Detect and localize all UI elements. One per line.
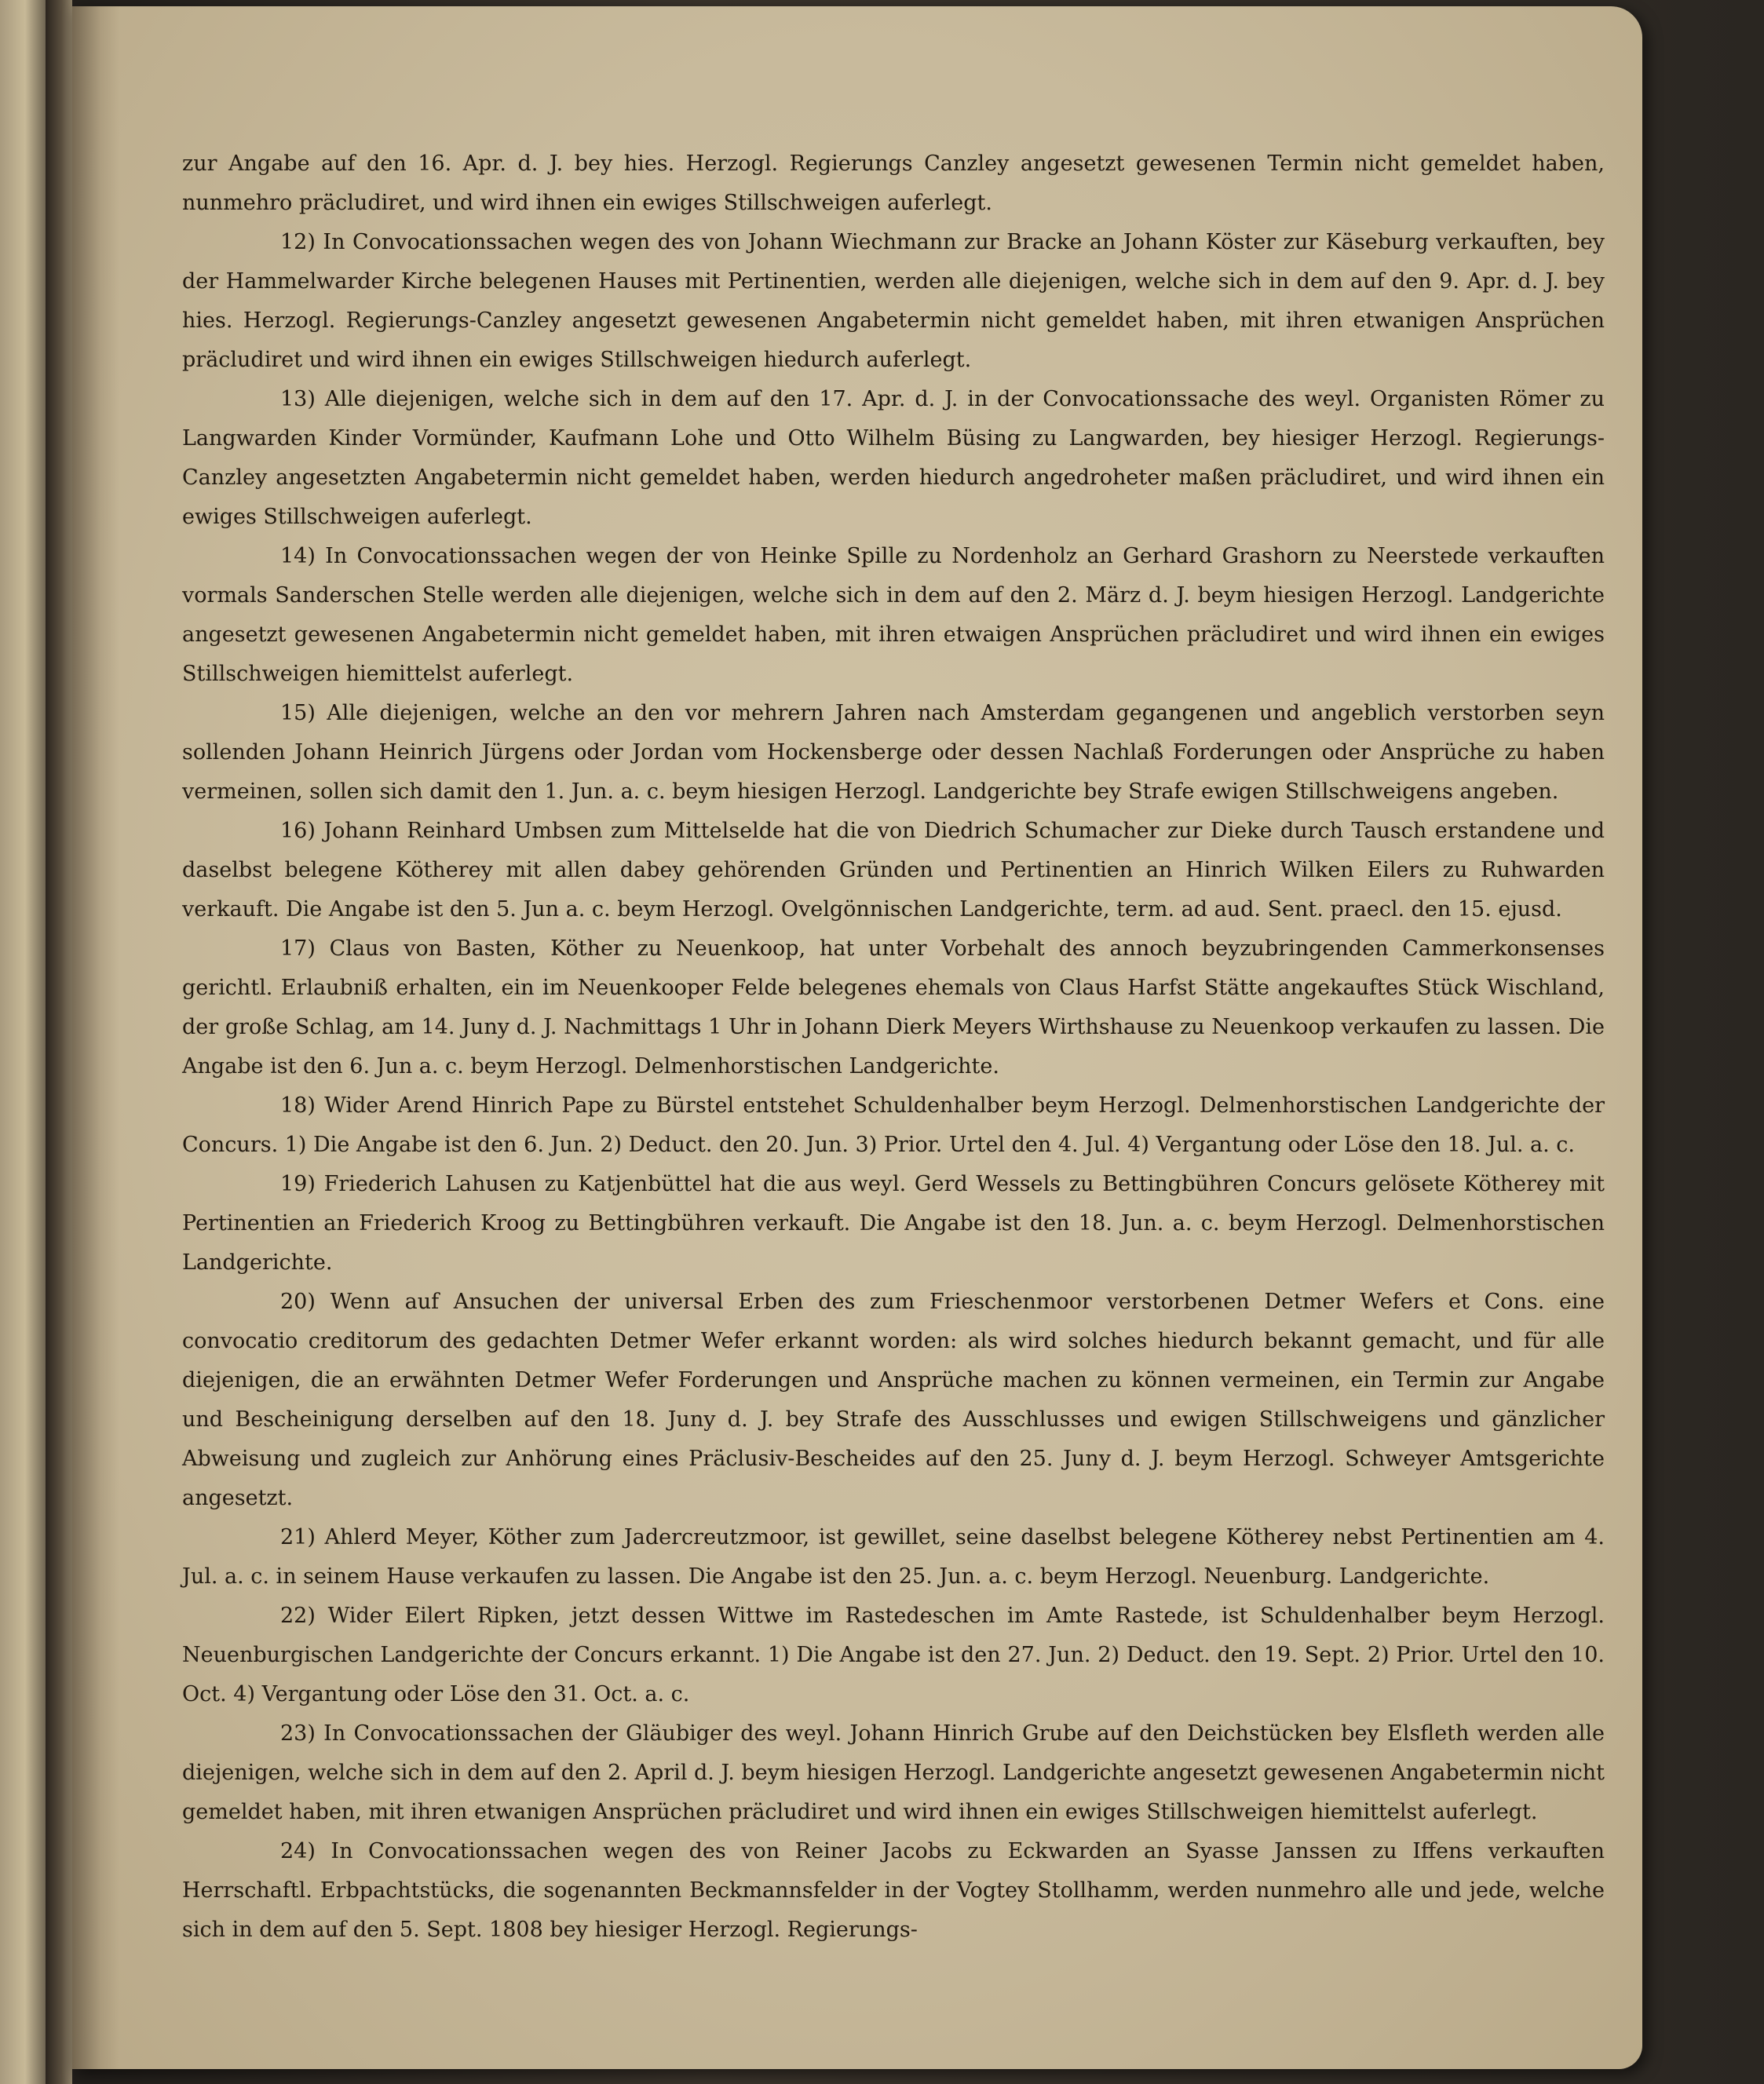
book-spine: [46, 0, 72, 2084]
notice-paragraph: 17) Claus von Basten, Köther zu Neuenkoop, hat unter Vorbehalt des annoch beyzubringenden Cammerkonsenses gerichtl. Erlaubniß erhalten, ein im Neuenkooper Felde belegenes ehemals von Claus Harfst Stätte angekauftes Stück Wischland, der große Schlag, am 14. Juny d. J. Nachmittags 1 Uhr in Johann Dierk Meyers Wirthshause zu Neuenkoop verkaufen zu lassen. Die Angabe ist den 6. Jun a. c. beym Herzogl. Delmenhorstischen Landgerichte.: [182, 936, 1605, 1078]
notice-paragraph: 24) In Convocationssachen wegen des von Reiner Jacobs zu Eckwarden an Syasse Janssen zu Iffens verkauften Herrschaftl. Erbpachtstücks, die sogenannten Beckmannsfelder in der Vogtey Stollhamm, werden nunmehro alle und jede, welche sich in dem auf den 5. Sept. 1808 bey hiesiger Herzogl. Regierungs-: [182, 1839, 1605, 1942]
notice-paragraph: 14) In Convocationssachen wegen der von Heinke Spille zu Nordenholz an Gerhard Grashorn zu Neerstede verkauften vormals Sanderschen Stelle werden alle diejenigen, welche sich in dem auf den 2. März d. J. beym hiesigen Herzogl. Landgerichte angesetzt gewesenen Angabetermin nicht gemeldet haben, mit ihren etwaigen Ansprüchen präcludiret und wird ihnen ein ewiges Stillschweigen hiemittelst auferlegt.: [182, 544, 1605, 686]
previous-page-edge: [0, 0, 46, 2084]
notice-paragraph: 12) In Convocationssachen wegen des von Johann Wiechmann zur Bracke an Johann Köster zur Käseburg verkauften, bey der Hammelwarder Kirche belegenen Hauses mit Pertinentien, werden alle diejenigen, welche sich in dem auf den 9. Apr. d. J. bey hies. Herzogl. Regierungs-Canzley angesetzt gewesenen Angabetermin nicht gemeldet haben, mit ihren etwanigen Ansprüchen präcludiret und wird ihnen ein ewiges Stillschweigen hiedurch auferlegt.: [182, 230, 1605, 372]
notice-paragraph: 21) Ahlerd Meyer, Köther zum Jadercreutzmoor, ist gewillet, seine daselbst belegene Kötherey nebst Pertinentien am 4. Jul. a. c. in seinem Hause verkaufen zu lassen. Die Angabe ist den 25. Jun. a. c. beym Herzogl. Neuenburg. Landgerichte.: [182, 1525, 1605, 1589]
notice-paragraph: 20) Wenn auf Ansuchen der universal Erben des zum Frieschenmoor verstorbenen Detmer Wefers et Cons. eine convocatio creditorum des gedachten Detmer Wefer erkannt worden: als wird solches hiedurch bekannt gemacht, und für alle diejenigen, die an erwähnten Detmer Wefer Forderungen und Ansprüche machen zu können vermeinen, ein Termin zur Angabe und Bescheinigung derselben auf den 18. Juny d. J. bey Strafe des Ausschlusses und ewigen Stillschweigens und gänzlicher Abweisung und zugleich zur Anhörung eines Präclusiv-Bescheides auf den 25. Juny d. J. beym Herzogl. Schweyer Amtsgerichte angesetzt.: [182, 1290, 1605, 1510]
page-fold-shadow: [72, 6, 119, 2069]
notice-paragraph: 13) Alle diejenigen, welche sich in dem auf den 17. Apr. d. J. in der Convocationssache des weyl. Organisten Römer zu Langwarden Kinder Vormünder, Kaufmann Lohe und Otto Wilhelm Büsing zu Langwarden, bey hiesiger Herzogl. Regierungs-Canzley angesetzten Angabetermin nicht gemeldet haben, werden hiedurch angedroheter maßen präcludiret, und wird ihnen ein ewiges Stillschweigen auferlegt.: [182, 387, 1605, 529]
notice-paragraph: 18) Wider Arend Hinrich Pape zu Bürstel entstehet Schuldenhalber beym Herzogl. Delmenhorstischen Landgerichte der Concurs. 1) Die Angabe ist den 6. Jun. 2) Deduct. den 20. Jun. 3) Prior. Urtel den 4. Jul. 4) Vergantung oder Löse den 18. Jul. a. c.: [182, 1093, 1605, 1157]
notice-paragraph: 15) Alle diejenigen, welche an den vor mehrern Jahren nach Amsterdam gegangenen und angeblich verstorben seyn sollenden Johann Heinrich Jürgens oder Jordan vom Hockensberge oder dessen Nachlaß Forderungen oder Ansprüche zu haben vermeinen, sollen sich damit den 1. Jun. a. c. beym hiesigen Herzogl. Landgerichte bey Strafe ewigen Stillschweigens angeben.: [182, 701, 1605, 804]
document-page: [72, 6, 1642, 2069]
notice-paragraph: 22) Wider Eilert Ripken, jetzt dessen Wittwe im Rastedeschen im Amte Rastede, ist Schuldenhalber beym Herzogl. Neuenburgischen Landgerichte der Concurs erkannt. 1) Die Angabe ist den 27. Jun. 2) Deduct. den 19. Sept. 2) Prior. Urtel den 10. Oct. 4) Vergantung oder Löse den 31. Oct. a. c.: [182, 1604, 1605, 1706]
continuation-paragraph: zur Angabe auf den 16. Apr. d. J. bey hies. Herzogl. Regierungs Canzley angesetzt gewesenen Termin nicht gemeldet haben, nunmehro präcludiret, und wird ihnen ein ewiges Stillschweigen auferlegt.: [182, 151, 1605, 215]
notice-paragraph: 19) Friederich Lahusen zu Katjenbüttel hat die aus weyl. Gerd Wessels zu Bettingbühren Concurs gelösete Kötherey mit Pertinentien an Friederich Kroog zu Bettingbühren verkauft. Die Angabe ist den 18. Jun. a. c. beym Herzogl. Delmenhorstischen Landgerichte.: [182, 1172, 1605, 1275]
notice-paragraph: 23) In Convocationssachen der Gläubiger des weyl. Johann Hinrich Grube auf den Deichstücken bey Elsfleth werden alle diejenigen, welche sich in dem auf den 2. April d. J. beym hiesigen Herzogl. Landgerichte angesetzt gewesenen Angabetermin nicht gemeldet haben, mit ihren etwanigen Ansprüchen präcludiret und wird ihnen ein ewiges Stillschweigen hiemittelst auferlegt.: [182, 1721, 1605, 1824]
notice-paragraph: 16) Johann Reinhard Umbsen zum Mittelselde hat die von Diedrich Schumacher zur Dieke durch Tausch erstandene und daselbst belegene Kötherey mit allen dabey gehörenden Gründen und Pertinentien an Hinrich Wilken Eilers zu Ruhwarden verkauft. Die Angabe ist den 5. Jun a. c. beym Herzogl. Ovelgönnischen Landgerichte, term. ad aud. Sent. praecl. den 15. ejusd.: [182, 819, 1605, 922]
page-text: [182, 144, 1605, 1950]
